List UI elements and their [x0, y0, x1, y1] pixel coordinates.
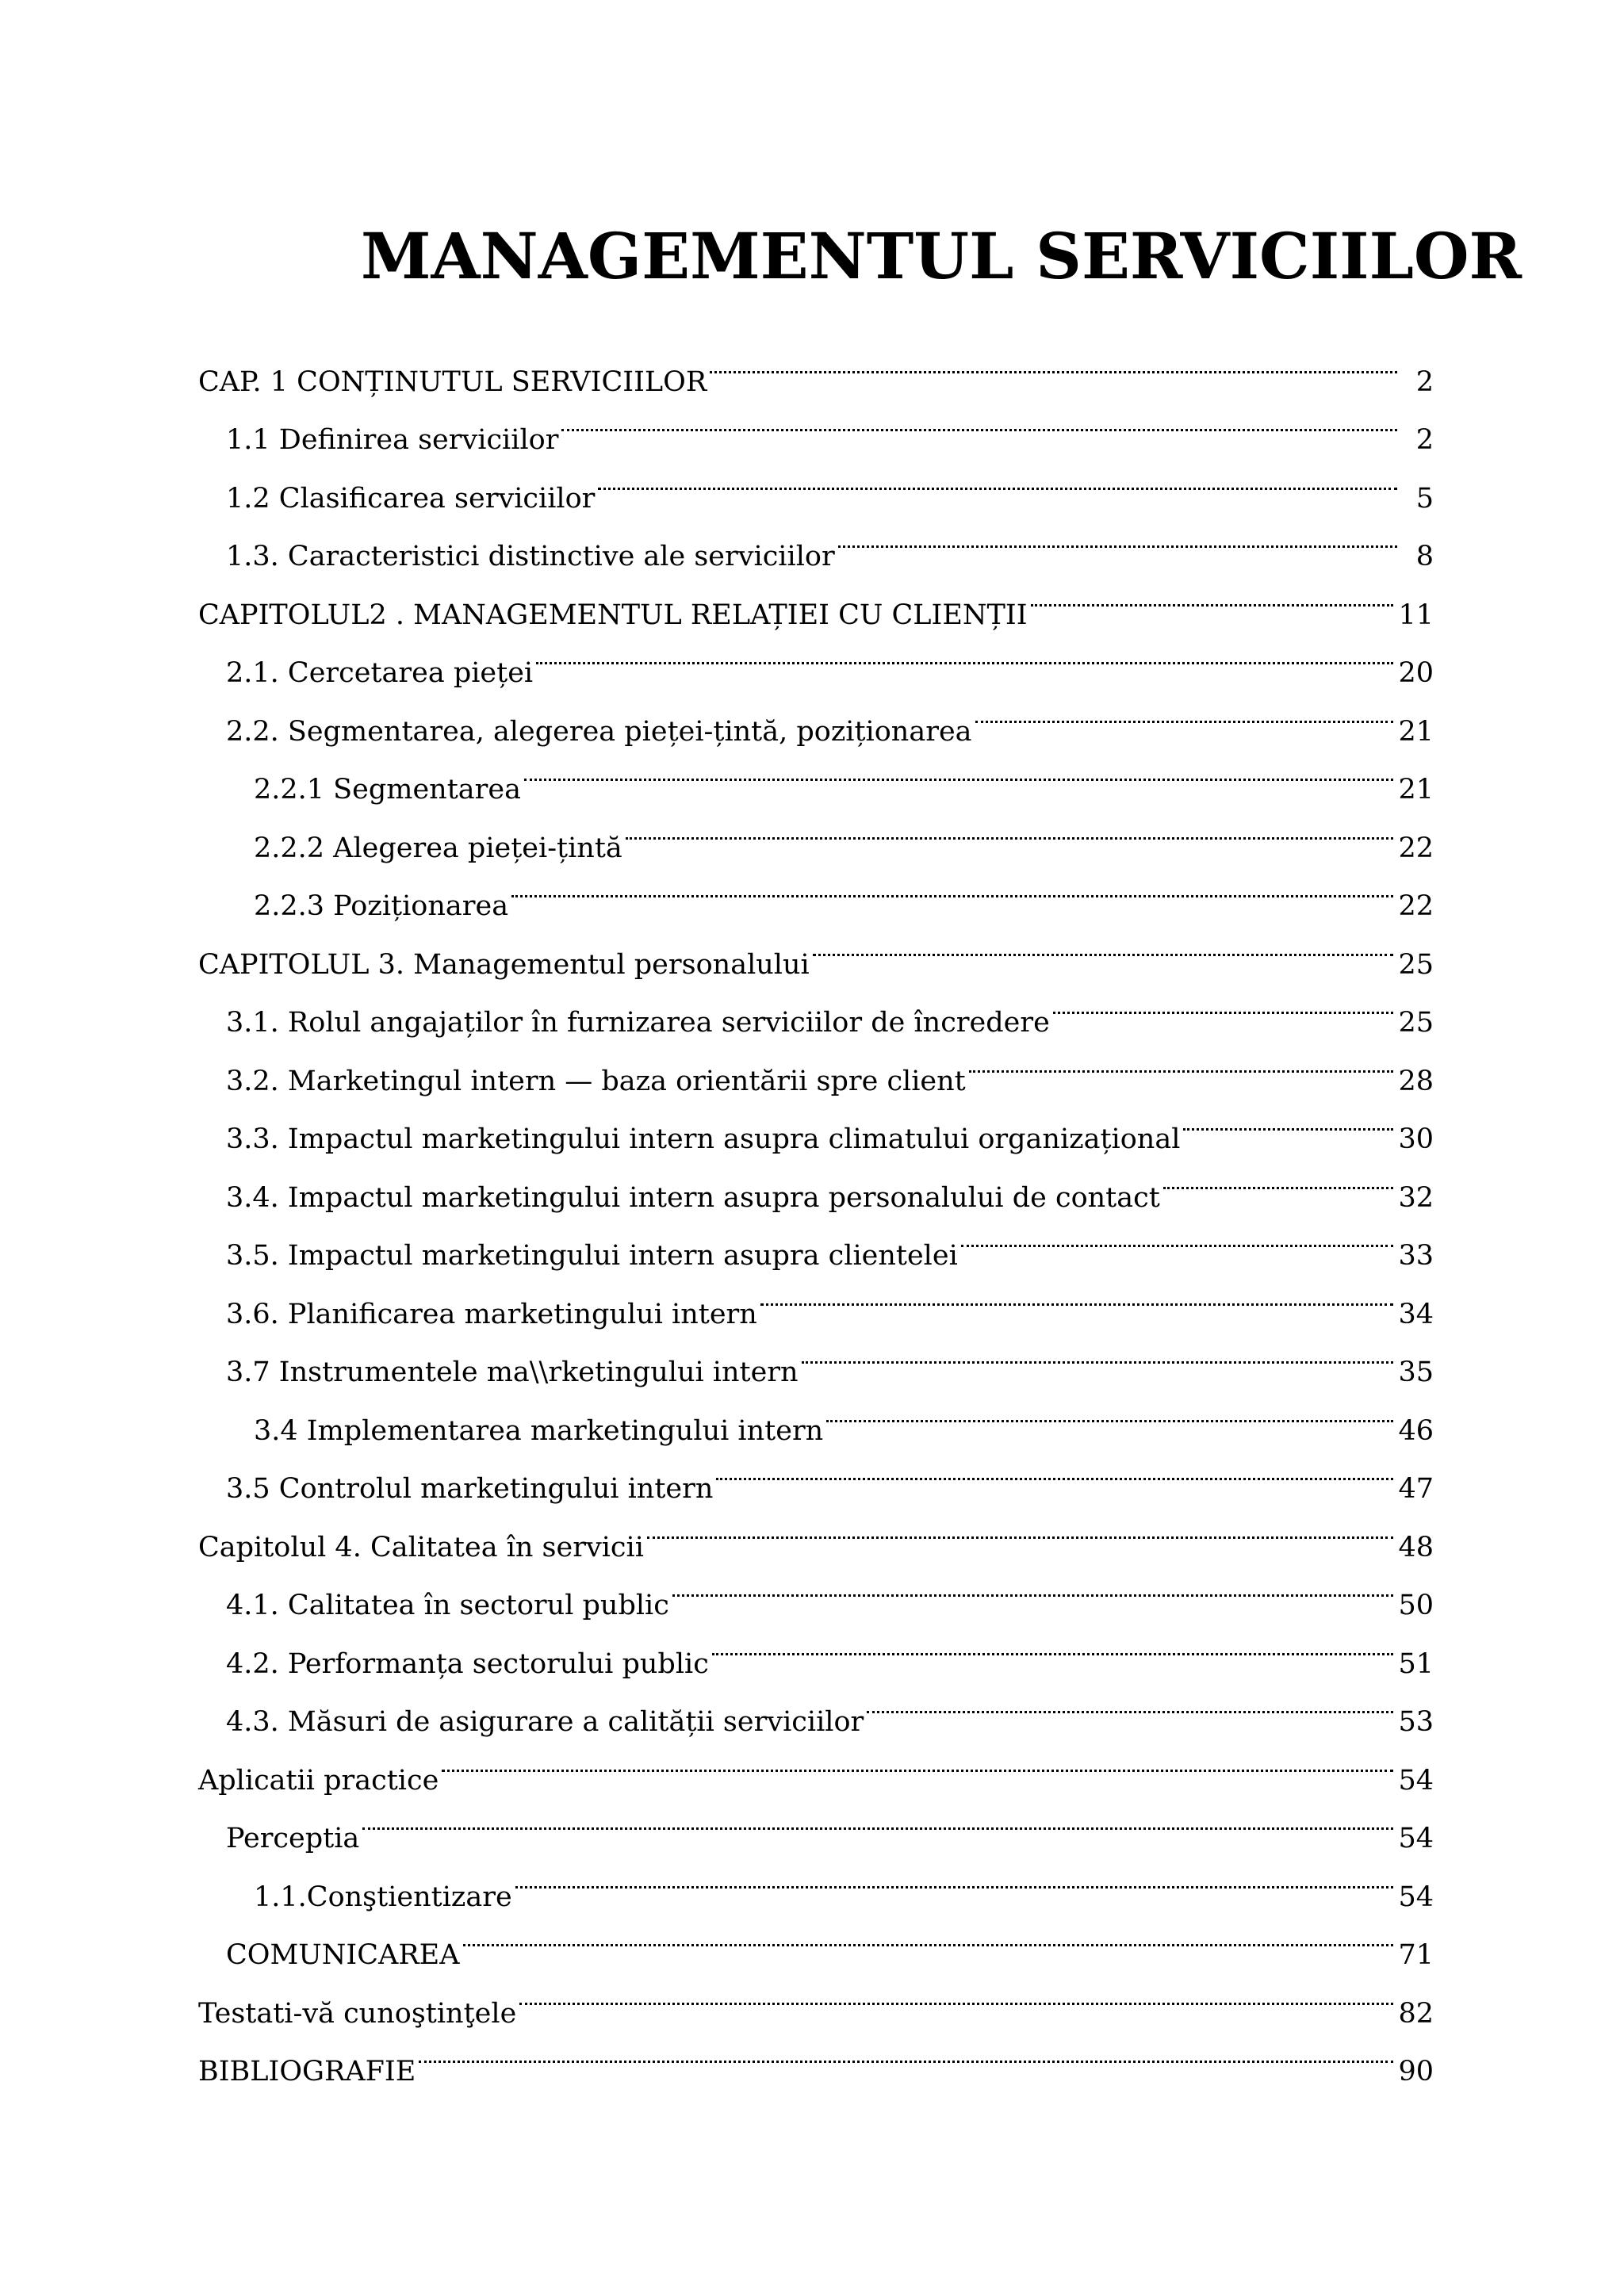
toc-entry-page: 48: [1398, 1531, 1434, 1563]
toc-leader-dots: [712, 1614, 1399, 1673]
toc-entry-title: 2.2. Segmentarea, alegerea pieței-țintă, poziționarea: [226, 715, 972, 748]
toc-entry-title: 2.2.2 Alegerea pieței-țintă: [254, 832, 622, 864]
toc-leader-dots: [716, 1440, 1398, 1498]
toc-entry-page: 51: [1398, 1647, 1434, 1680]
toc-entry-title: 3.3. Impactul marketingului intern asupra climatului organizațional: [226, 1123, 1181, 1155]
toc-entry-page: 54: [1398, 1823, 1434, 1854]
toc-entry-page: 82: [1398, 1997, 1434, 2030]
toc-entry-page: 25: [1398, 1007, 1434, 1039]
toc-entry-page: 34: [1398, 1298, 1434, 1330]
toc-leader-dots: [838, 507, 1402, 566]
toc-entry-page: 47: [1398, 1473, 1434, 1505]
toc-entry-title: CAP. 1 CONȚINUTUL SERVICIILOR: [198, 365, 707, 398]
toc-entry-title: 4.2. Performanța sectorului public: [226, 1647, 709, 1680]
toc-entry-page: 20: [1398, 657, 1434, 689]
toc-entry-title: Aplicatii practice: [198, 1764, 439, 1797]
toc-leader-dots: [626, 798, 1399, 857]
toc-leader-dots: [519, 1964, 1398, 2022]
toc-entry-page: 25: [1398, 948, 1434, 981]
toc-entry-title: 2.2.3 Poziționarea: [254, 890, 509, 922]
toc-entry-page: 5: [1415, 482, 1434, 515]
document-title: MANAGEMENTUL SERVICIILOR: [361, 219, 1522, 293]
toc-leader-dots: [419, 2022, 1398, 2081]
toc-entry-title: 3.2. Marketingul intern — baza orientării spre client: [226, 1065, 966, 1097]
toc-leader-dots: [598, 449, 1402, 507]
toc-entry-page: 28: [1398, 1065, 1434, 1097]
toc-leader-dots: [760, 1265, 1399, 1323]
toc-entry-page: 32: [1398, 1181, 1434, 1214]
toc-entry-page: 54: [1398, 1881, 1434, 1913]
toc-entry-page: 90: [1398, 2056, 1434, 2087]
toc-entry-page: 2: [1415, 365, 1434, 398]
toc-entry-page: 54: [1398, 1764, 1434, 1797]
toc-leader-dots: [362, 1789, 1398, 1848]
toc-leader-dots: [1031, 565, 1399, 624]
toc-leader-dots: [961, 1207, 1399, 1265]
toc-entry-title: 1.2 Clasificarea serviciilor: [226, 482, 596, 515]
toc-entry-page: 33: [1398, 1240, 1434, 1272]
toc-entry-title: CAPITOLUL2 . MANAGEMENTUL RELAȚIEI CU CLIENȚII: [198, 599, 1028, 631]
toc-entry[interactable]: [198, 1789, 1434, 1854]
toc-leader-dots: [1053, 974, 1399, 1032]
toc-entry-page: 35: [1398, 1357, 1434, 1388]
toc-entry-page: 53: [1398, 1706, 1434, 1738]
toc-entry-page: 21: [1398, 774, 1434, 806]
toc-entry-title: Testati-vă cunoştinţele: [198, 1997, 517, 2030]
toc-entry-title: BIBLIOGRAFIE: [198, 2056, 416, 2087]
toc-entry-page: 22: [1398, 832, 1434, 864]
toc-entry-title: 3.7 Instrumentele ma\\rketingului intern: [226, 1357, 799, 1388]
toc-entry-title: 1.1.Conştientizare: [254, 1881, 512, 1913]
toc-entry[interactable]: [198, 1847, 1434, 1913]
toc-leader-dots: [975, 682, 1399, 740]
toc-leader-dots: [826, 1381, 1398, 1440]
toc-entry-page: 21: [1398, 715, 1434, 748]
toc-leader-dots: [969, 1031, 1399, 1090]
toc-entry-title: Perceptia: [226, 1823, 360, 1854]
toc-entry-title: 1.1 Definirea serviciilor: [226, 424, 559, 456]
toc-entry-page: 22: [1398, 890, 1434, 922]
toc-leader-dots: [647, 1498, 1399, 1556]
toc-leader-dots: [561, 391, 1402, 450]
toc-entry-title: 4.3. Măsuri de asigurare a calității serviciilor: [226, 1706, 864, 1738]
toc-leader-dots: [463, 1906, 1399, 1965]
toc-entry-page: 2: [1415, 424, 1434, 456]
toc-leader-dots: [710, 332, 1402, 391]
toc-entry[interactable]: [198, 332, 1434, 398]
toc-leader-dots: [867, 1673, 1398, 1732]
toc-leader-dots: [802, 1323, 1399, 1382]
toc-entry-page: 11: [1398, 599, 1434, 631]
toc-entry-title: 2.1. Cercetarea pieței: [226, 657, 534, 689]
toc-entry-title: Capitolul 4. Calitatea în servicii: [198, 1531, 644, 1563]
toc-leader-dots: [813, 915, 1399, 974]
toc-entry-title: CAPITOLUL 3. Managementul personalului: [198, 948, 810, 981]
toc-entry-page: 50: [1398, 1590, 1434, 1621]
table-of-contents: [198, 332, 1434, 2087]
toc-entry-title: 1.3. Caracteristici distinctive ale serviciilor: [226, 541, 835, 572]
toc-leader-dots: [511, 857, 1398, 916]
toc-leader-dots: [1183, 1090, 1398, 1149]
toc-leader-dots: [1163, 1148, 1399, 1207]
toc-entry-title: 3.4 Implementarea marketingului intern: [254, 1414, 824, 1447]
toc-entry-title: 3.5. Impactul marketingului intern asupra clientelei: [226, 1240, 958, 1272]
toc-entry-title: 2.2.1 Segmentarea: [254, 774, 521, 806]
toc-entry-title: COMUNICAREA: [226, 1939, 460, 1971]
toc-entry-page: 46: [1398, 1414, 1434, 1447]
toc-entry-page: 71: [1398, 1939, 1434, 1971]
toc-entry-page: 30: [1398, 1123, 1434, 1155]
toc-entry-title: 3.4. Impactul marketingului intern asupra personalului de contact: [226, 1181, 1160, 1214]
toc-leader-dots: [442, 1731, 1398, 1789]
toc-leader-dots: [524, 740, 1398, 799]
toc-leader-dots: [536, 624, 1398, 683]
toc-entry-title: 4.1. Calitatea în sectorul public: [226, 1590, 669, 1621]
toc-entry-title: 3.5 Controlul marketingului intern: [226, 1473, 714, 1505]
toc-leader-dots: [515, 1847, 1399, 1906]
toc-entry-title: 3.6. Planificarea marketingului intern: [226, 1298, 757, 1330]
toc-entry-title: 3.1. Rolul angajaților în furnizarea serviciilor de încredere: [226, 1007, 1050, 1039]
toc-leader-dots: [672, 1556, 1399, 1615]
toc-entry-page: 8: [1415, 541, 1434, 572]
